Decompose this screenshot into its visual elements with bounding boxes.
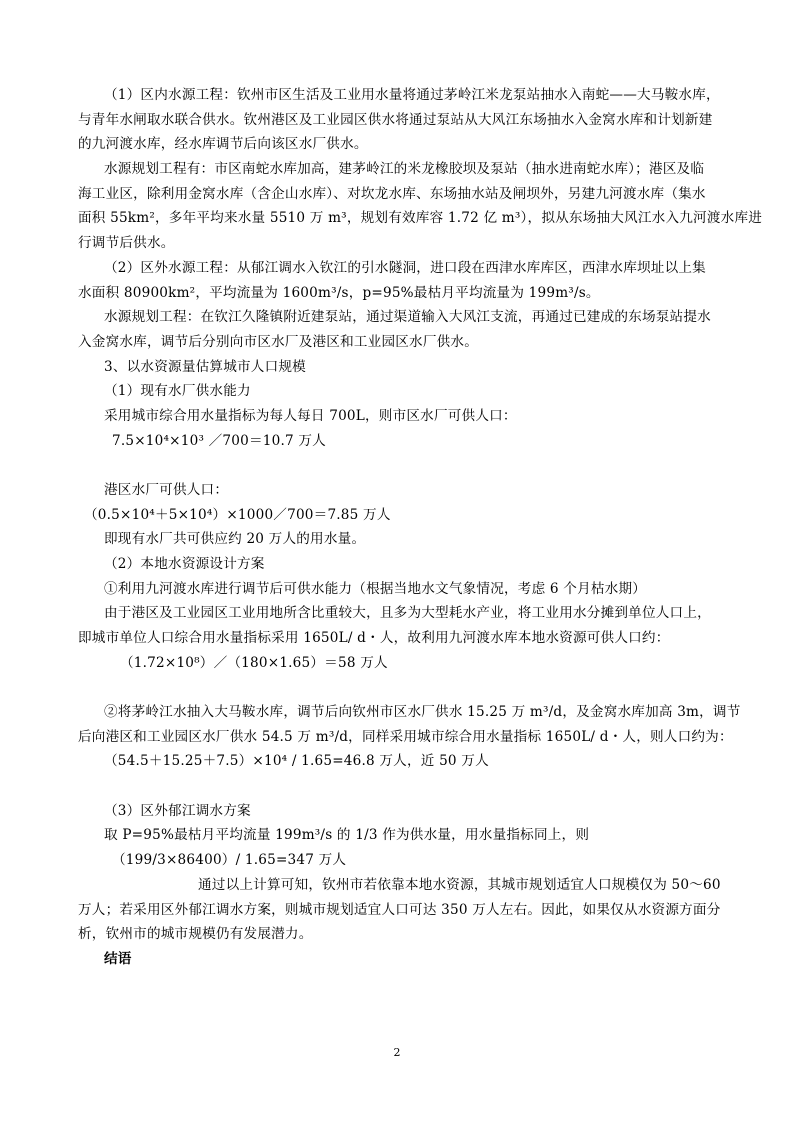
paragraph-line: 采用城市综合用水量指标为每人每日 700L，则市区水厂可供人口：: [104, 408, 517, 424]
paragraph-line: 通过以上计算可知，钦州市若依靠本地水资源，其城市规划适宜人口规模仅为 50～60: [198, 877, 721, 893]
conclusion-heading: 结语: [104, 951, 132, 967]
subsection-heading: （2）本地水资源设计方案: [104, 556, 265, 572]
paragraph-line: 入金窝水库，调节后分别向市区水厂及港区和工业园区水厂供水。: [78, 334, 479, 350]
formula-line: （1.72×10⁸）／（180×1.65）＝58 万人: [120, 655, 388, 671]
paragraph-line: 面积 55km²，多年平均来水量 5510 万 m³，规划有效库容 1.72 亿 m³），拟从东场抽大风江水入九河渡水库进: [78, 210, 763, 226]
paragraph-line: （1）区内水源工程：钦州市区生活及工业用水量将通过茅岭江米龙泵站抽水入南蛇——大马鞍水库，: [104, 87, 720, 103]
formula-line: （54.5＋15.25＋7.5）×10⁴ / 1.65=46.8 万人，近 50 万人: [104, 753, 489, 769]
section-heading: 3、以水资源量估算城市人口规模: [104, 359, 306, 375]
formula-line: 7.5×10⁴×10³ ／700＝10.7 万人: [112, 433, 326, 449]
paragraph-line: 即现有水厂共可供应约 20 万人的用水量。: [104, 531, 366, 547]
paragraph-line: 取 P=95%最枯月平均流量 199m³/s 的 1/3 作为供水量，用水量指标同上，则: [104, 827, 590, 843]
page-number: 2: [393, 1046, 401, 1059]
paragraph-line: 由于港区及工业园区工业用地所含比重较大，且多为大型耗水产业，将工业用水分摊到单位人口上，: [104, 605, 711, 621]
subsection-heading: （3）区外郁江调水方案: [104, 803, 251, 819]
paragraph-line: 万人；若采用区外郁江调水方案，则城市规划适宜人口可达 350 万人左右。因此，如果仅从水资源方面分: [78, 902, 721, 918]
paragraph-line: 的九河渡水库，经水库调节后向该区水厂供水。: [78, 136, 368, 152]
paragraph-line: 水面积 80900km²，平均流量为 1600m³/s，p=95%最枯月平均流量为 199m³/s。: [78, 285, 600, 301]
paragraph-line: ①利用九河渡水库进行调节后可供水能力（根据当地水文气象情况，考虑 6 个月枯水期）: [104, 581, 647, 597]
paragraph-line: 与青年水闸取水联合供水。钦州港区及工业园区供水将通过泵站从大风江东场抽水入金窝水库和计划新建: [78, 112, 713, 128]
paragraph-line: （2）区外水源工程：从郁江调水入钦江的引水隧洞，进口段在西津水库库区，西津水库坝址以上集: [104, 260, 706, 276]
paragraph-line: 港区水厂可供人口：: [104, 482, 229, 498]
paragraph-line: 后向港区和工业园区水厂供水 54.5 万 m³/d，同样采用城市综合用水量指标 1650L/ d・人，则人口约为：: [78, 729, 733, 745]
paragraph-line: 即城市单位人口综合用水量指标采用 1650L/ d・人，故利用九河渡水库本地水资源可供人口约：: [78, 630, 670, 646]
formula-line: （199/3×86400）/ 1.65=347 万人: [112, 852, 347, 868]
subsection-heading: （1）现有水厂供水能力: [104, 383, 251, 399]
paragraph-line: 行调节后供水。: [78, 235, 175, 251]
paragraph-line: 水源规划工程：在钦江久隆镇附近建泵站，通过渠道输入大风江支流，再通过已建成的东场泵站提水: [104, 309, 711, 325]
paragraph-line: 水源规划工程有：市区南蛇水库加高，建茅岭江的米龙橡胶坝及泵站（抽水进南蛇水库）；港区及临: [104, 161, 705, 177]
paragraph-line: ②将茅岭江水抽入大马鞍水库，调节后向钦州市区水厂供水 15.25 万 m³/d，及金窝水库加高 3m，调节: [104, 704, 741, 720]
paragraph-line: 海工业区，除利用金窝水库（含企山水库）、对坎龙水库、东场抽水站及闸坝外，另建九河渡水库（集水: [78, 186, 706, 202]
paragraph-line: 析，钦州市的城市规模仍有发展潜力。: [78, 926, 313, 942]
formula-line: （0.5×10⁴＋5×10⁴）×1000／700＝7.85 万人: [84, 507, 391, 523]
